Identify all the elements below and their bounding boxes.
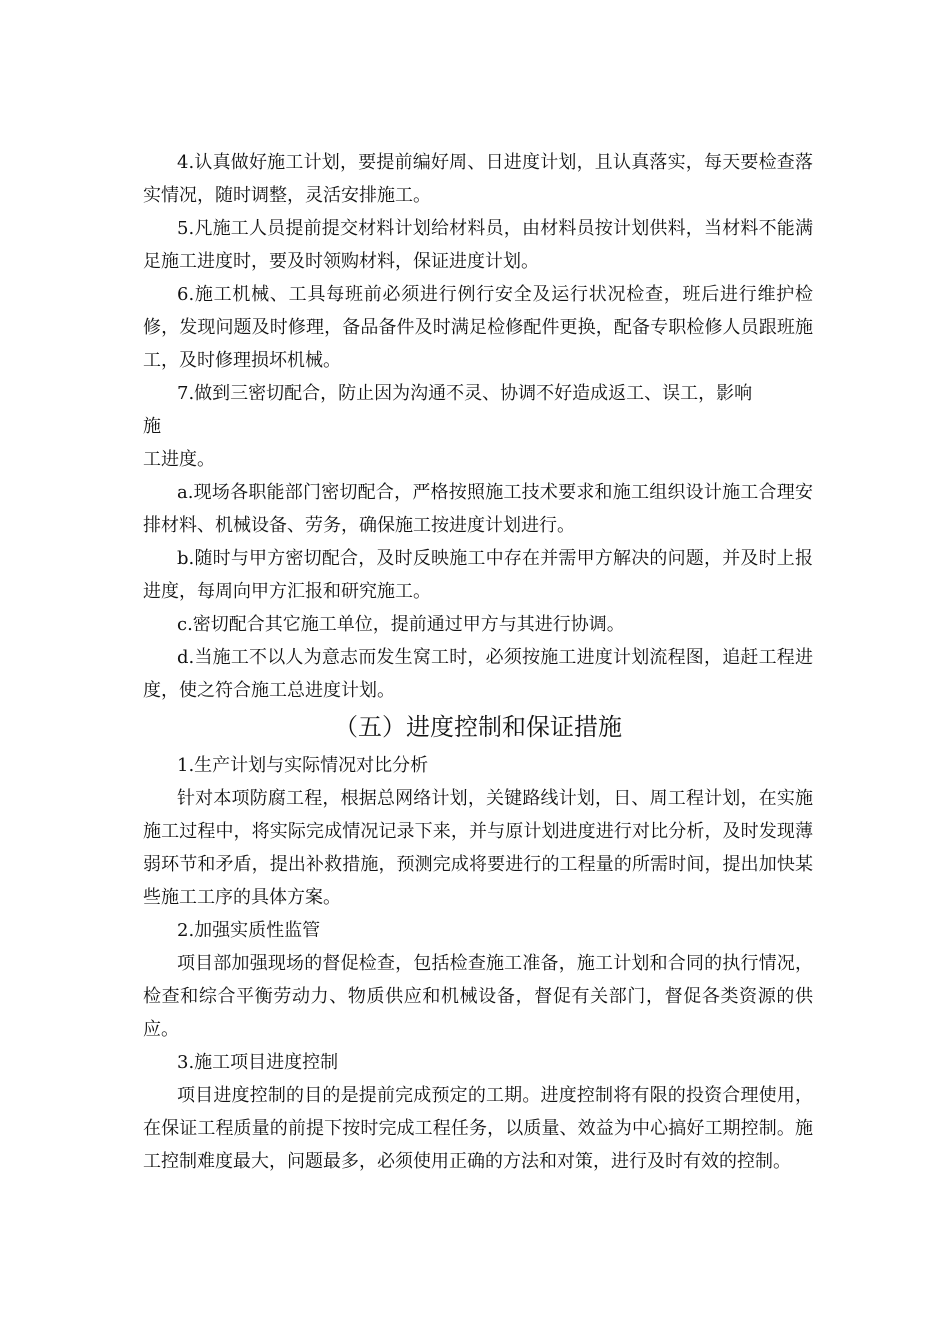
subsection-2-body: 项目部加强现场的督促检查，包括检查施工准备，施工计划和合同的执行情况，检查和综合平衡劳动力、物质供应和机械设备，督促有关部门，督促各类资源的供应。 — [143, 953, 813, 1040]
paragraph-5: 5.凡施工人员提前提交材料计划给材料员，由材料员按计划供料，当材料不能满足施工进度时，要及时领购材料，保证进度计划。 — [143, 218, 813, 272]
subsection-2-title: 2.加强实质性监管 — [177, 920, 321, 941]
paragraph-7-line-3: 工进度。 — [143, 449, 215, 470]
subsection-1-body: 针对本项防腐工程，根据总网络计划，关键路线计划，日、周工程计划，在实施施工过程中，将实际完成情况记录下来，并与原计划进度进行对比分析，及时发现薄弱环节和矛盾，提出补救措施，预测完成将要进行的工程量的所需时间，提出加快某些施工工序的具体方案。 — [143, 788, 813, 908]
paragraph-7-line-2: 施 — [143, 416, 161, 437]
paragraph-6: 6.施工机械、工具每班前必须进行例行安全及运行状况检查，班后进行维护检修，发现问题及时修理，备品备件及时满足检修配件更换，配备专职检修人员跟班施工，及时修理损坏机械。 — [143, 284, 813, 371]
paragraph-7-line-1: 7.做到三密切配合，防止因为沟通不灵、协调不好造成返工、误工，影响 — [177, 383, 753, 404]
subsection-3-body: 项目进度控制的目的是提前完成预定的工期。进度控制将有限的投资合理使用，在保证工程质量的前提下按时完成工程任务，以质量、效益为中心搞好工期控制。施工控制难度最大，问题最多，必须使用正确的方法和对策，进行及时有效的控制。 — [143, 1085, 813, 1172]
paragraph-b: b.随时与甲方密切配合，及时反映施工中存在并需甲方解决的问题，并及时上报进度，每周向甲方汇报和研究施工。 — [143, 548, 813, 602]
section-heading: （五）进度控制和保证措施 — [334, 713, 622, 741]
document-body — [143, 146, 813, 1178]
paragraph-d: d.当施工不以人为意志而发生窝工时，必须按施工进度计划流程图，追赶工程进度，使之符合施工总进度计划。 — [143, 647, 813, 701]
paragraph-4: 4.认真做好施工计划，要提前编好周、日进度计划，且认真落实，每天要检查落实情况，随时调整，灵活安排施工。 — [143, 152, 813, 206]
subsection-1-title: 1.生产计划与实际情况对比分析 — [177, 755, 429, 776]
subsection-3-title: 3.施工项目进度控制 — [177, 1052, 339, 1073]
paragraph-c: c.密切配合其它施工单位，提前通过甲方与其进行协调。 — [177, 614, 625, 635]
paragraph-a: a.现场各职能部门密切配合，严格按照施工技术要求和施工组织设计施工合理安排材料、机械设备、劳务，确保施工按进度计划进行。 — [143, 482, 813, 536]
